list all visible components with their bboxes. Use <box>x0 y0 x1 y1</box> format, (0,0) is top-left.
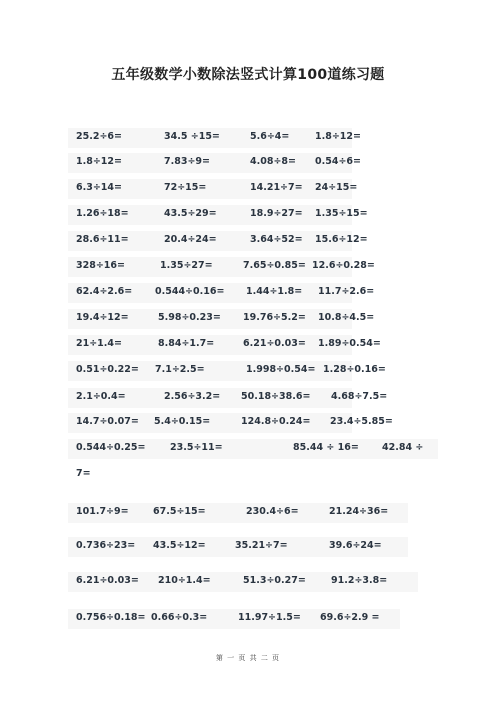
division-problem: 5.98÷0.23= <box>158 312 221 323</box>
division-problem: 72÷15= <box>164 182 207 193</box>
division-problem: 12.6÷0.28= <box>312 260 375 271</box>
division-problem: 62.4÷2.6= <box>76 286 133 297</box>
division-problem: 39.6÷24= <box>329 540 382 551</box>
division-problem: 19.4÷12= <box>76 312 129 323</box>
division-problem: 0.51÷0.22= <box>76 364 139 375</box>
division-problem: 0.66÷0.3= <box>151 612 208 623</box>
division-problem: 3.64÷52= <box>250 234 303 245</box>
division-problem: 1.35÷15= <box>315 208 368 219</box>
division-problem: 69.6÷2.9 = <box>320 612 380 623</box>
problem-row <box>68 257 375 277</box>
division-problem: 19.76÷5.2= <box>243 312 306 323</box>
problem-row <box>68 153 361 173</box>
division-problem: 51.3÷0.27= <box>243 575 306 586</box>
division-problem: 1.8÷12= <box>315 131 361 142</box>
division-problem: 0.544÷0.25= <box>76 442 146 453</box>
division-problem: 28.6÷11= <box>76 234 129 245</box>
problem-row <box>68 439 438 459</box>
division-problem: 7.65÷0.85= <box>243 260 306 271</box>
division-problem: 50.18÷38.6= <box>241 391 311 402</box>
division-problem: 0.544÷0.16= <box>155 286 225 297</box>
division-problem: 91.2÷3.8= <box>331 575 388 586</box>
division-problem: 14.21÷7= <box>250 182 303 193</box>
page-footer: 第 一 页 共 二 页 <box>215 654 281 662</box>
division-problem: 24÷15= <box>315 182 358 193</box>
division-problem: 42.84 ÷ <box>382 442 424 453</box>
division-problem: 1.28÷0.16= <box>323 364 386 375</box>
division-problem: 18.9÷27= <box>250 208 303 219</box>
problem-row <box>68 503 408 523</box>
division-problem: 1.26÷18= <box>76 208 129 219</box>
division-problem: 230.4÷6= <box>246 506 299 517</box>
division-problem: 328÷16= <box>76 260 125 271</box>
division-problem: 2.56÷3.2= <box>164 391 221 402</box>
division-problem: 43.5÷29= <box>164 208 217 219</box>
page-title: 五年级数学小数除法竖式计算100道练习题 <box>111 67 385 83</box>
problem-row <box>68 179 358 199</box>
division-problem: 8.84÷1.7= <box>158 338 215 349</box>
division-problem: 1.89÷0.54= <box>318 338 381 349</box>
division-problem: 85.44 ÷ 16= <box>293 442 359 453</box>
division-problem: 7.1÷2.5= <box>155 364 205 375</box>
division-problem: 21.24÷36= <box>329 506 389 517</box>
division-problem: 34.5 ÷15= <box>164 131 220 142</box>
division-problem: 11.97÷1.5= <box>238 612 301 623</box>
problem-row <box>68 128 361 148</box>
division-problem: 23.5÷11= <box>170 442 223 453</box>
division-problem: 4.08÷8= <box>250 156 296 167</box>
division-problem: 0.54÷6= <box>315 156 361 167</box>
division-problem: 7= <box>76 468 91 479</box>
problem-row <box>68 205 368 225</box>
division-problem: 21÷1.4= <box>76 338 122 349</box>
division-problem: 6.21÷0.03= <box>76 575 139 586</box>
division-problem: 11.7÷2.6= <box>318 286 375 297</box>
problem-row <box>68 361 386 381</box>
division-problem: 1.8÷12= <box>76 156 122 167</box>
division-problem: 1.44÷1.8= <box>246 286 303 297</box>
problem-row <box>68 609 400 629</box>
problem-row <box>68 335 381 355</box>
problem-row <box>68 388 388 408</box>
problem-row <box>68 537 408 557</box>
division-problem: 1.998÷0.54= <box>246 364 316 375</box>
division-problem: 0.756÷0.18= <box>76 612 146 623</box>
problem-row <box>68 465 108 485</box>
division-problem: 6.3÷14= <box>76 182 122 193</box>
division-problem: 2.1÷0.4= <box>76 391 126 402</box>
division-problem: 0.736÷23= <box>76 540 136 551</box>
division-problem: 35.21÷7= <box>235 540 288 551</box>
division-problem: 15.6÷12= <box>315 234 368 245</box>
problem-row <box>68 309 375 329</box>
division-problem: 124.8÷0.24= <box>241 416 311 427</box>
division-problem: 5.4÷0.15= <box>154 416 211 427</box>
problem-row <box>68 413 393 433</box>
division-problem: 14.7÷0.07= <box>76 416 139 427</box>
division-problem: 210÷1.4= <box>158 575 211 586</box>
division-problem: 43.5÷12= <box>153 540 206 551</box>
division-problem: 20.4÷24= <box>164 234 217 245</box>
division-problem: 6.21÷0.03= <box>243 338 306 349</box>
division-problem: 101.7÷9= <box>76 506 129 517</box>
problem-row <box>68 283 375 303</box>
division-problem: 67.5÷15= <box>153 506 206 517</box>
division-problem: 25.2÷6= <box>76 131 122 142</box>
division-problem: 23.4÷5.85= <box>330 416 393 427</box>
problem-row <box>68 231 368 251</box>
division-problem: 1.35÷27= <box>160 260 213 271</box>
division-problem: 4.68÷7.5= <box>331 391 388 402</box>
division-problem: 7.83÷9= <box>164 156 210 167</box>
division-problem: 10.8÷4.5= <box>318 312 375 323</box>
problem-row <box>68 572 418 592</box>
division-problem: 5.6÷4= <box>250 131 290 142</box>
